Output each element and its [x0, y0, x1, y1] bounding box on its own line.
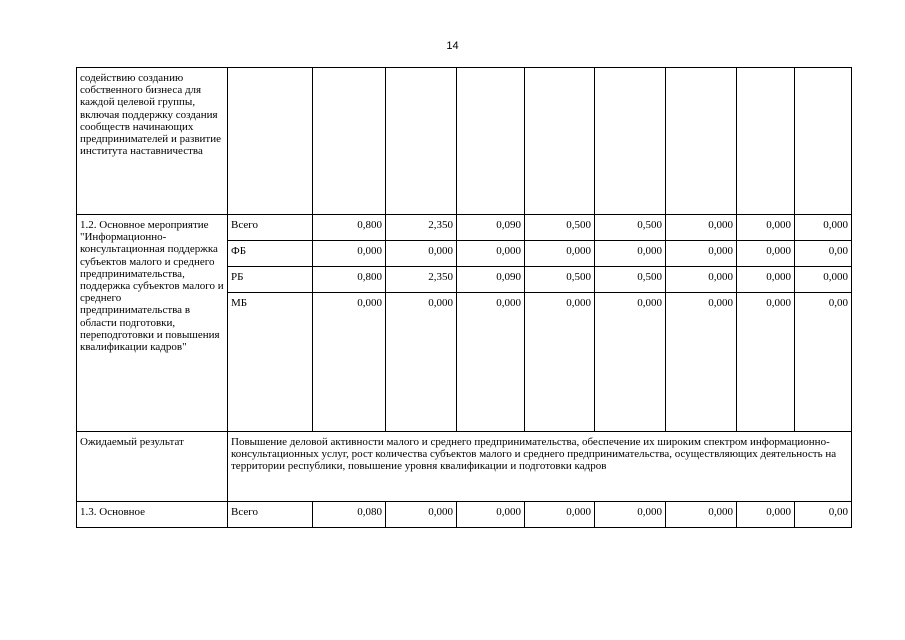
funding-source: ФБ [228, 241, 313, 267]
value-cell: 0,000 [386, 241, 457, 267]
empty-cell [228, 68, 313, 215]
value-cell: 0,000 [386, 502, 457, 528]
value-cell: 2,350 [386, 215, 457, 241]
value-cell: 0,500 [525, 215, 595, 241]
value-cell: 0,000 [313, 293, 386, 432]
value-cell: 0,000 [595, 293, 666, 432]
empty-cell [737, 68, 795, 215]
value-cell: 0,000 [457, 241, 525, 267]
value-cell: 0,000 [737, 215, 795, 241]
continuation-row [77, 68, 852, 215]
value-cell: 0,00 [795, 241, 852, 267]
empty-cell [386, 68, 457, 215]
continuation-description: содействию созданию собственного бизнеса для каждой целевой группы, включая поддержку создания сообществ начинающих предпринимателей и развитие института наставничества [77, 68, 228, 215]
expected-result-text: Повышение деловой активности малого и среднего предпринимательства, обеспечение их широким спектром информационно-консультационных услуг, рост количества субъектов малого и среднего предпринимательства, осуществляющих деятельность на территории республики, повышение уровня квалификации и подготовки кадров [228, 432, 852, 502]
value-cell: 0,800 [313, 215, 386, 241]
value-cell: 0,000 [313, 241, 386, 267]
value-cell: 0,090 [457, 267, 525, 293]
value-cell: 0,000 [666, 293, 737, 432]
value-cell: 0,500 [525, 267, 595, 293]
value-cell: 0,000 [525, 241, 595, 267]
value-cell: 0,000 [525, 293, 595, 432]
value-cell: 0,00 [795, 502, 852, 528]
table-row [77, 502, 852, 528]
empty-cell [666, 68, 737, 215]
value-cell: 0,000 [737, 293, 795, 432]
value-cell: 0,800 [313, 267, 386, 293]
value-cell: 0,000 [795, 215, 852, 241]
value-cell: 0,000 [457, 502, 525, 528]
empty-cell [795, 68, 852, 215]
value-cell: 2,350 [386, 267, 457, 293]
budget-table [76, 67, 852, 528]
funding-source: Всего [228, 215, 313, 241]
value-cell: 0,000 [666, 502, 737, 528]
event-1-3-description: 1.3. Основное [77, 502, 228, 528]
value-cell: 0,000 [595, 502, 666, 528]
empty-cell [525, 68, 595, 215]
value-cell: 0,000 [795, 267, 852, 293]
expected-result-label: Ожидаемый результат [77, 432, 228, 502]
page-number: 14 [446, 40, 459, 52]
event-1-2-description: 1.2. Основное мероприятие "Информационно-консультационная поддержка субъектов малого и среднего предпринимательства, поддержка субъектов малого и среднего предпринимательства в области подготовки, переподготовки и повышения квалификации кадров" [77, 215, 228, 432]
value-cell: 0,080 [313, 502, 386, 528]
value-cell: 0,000 [666, 267, 737, 293]
value-cell: 0,090 [457, 215, 525, 241]
value-cell: 0,000 [666, 241, 737, 267]
value-cell: 0,000 [737, 267, 795, 293]
value-cell: 0,000 [457, 293, 525, 432]
value-cell: 0,000 [386, 293, 457, 432]
value-cell: 0,000 [525, 502, 595, 528]
empty-cell [595, 68, 666, 215]
value-cell: 0,000 [737, 241, 795, 267]
empty-cell [313, 68, 386, 215]
funding-source: МБ [228, 293, 313, 432]
empty-cell [457, 68, 525, 215]
value-cell: 0,500 [595, 267, 666, 293]
value-cell: 0,000 [595, 241, 666, 267]
funding-source: РБ [228, 267, 313, 293]
value-cell: 0,00 [795, 293, 852, 432]
funding-source: Всего [228, 502, 313, 528]
value-cell: 0,000 [737, 502, 795, 528]
value-cell: 0,000 [666, 215, 737, 241]
value-cell: 0,500 [595, 215, 666, 241]
table-row [77, 215, 852, 241]
expected-result-row [77, 432, 852, 502]
